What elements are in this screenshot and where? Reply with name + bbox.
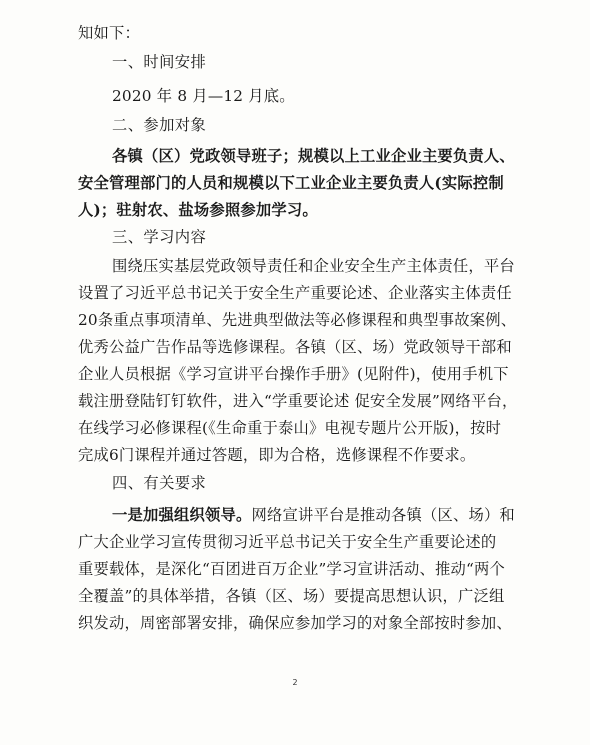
- requirements-line: 全覆盖”的具体举措，各镇（区、场）要提高思想认识，广泛组: [78, 587, 505, 605]
- requirements-line: 织发动，周密部署安排，确保应参加学习的对象全部按时参加、: [78, 614, 512, 632]
- requirements-line: 网络宣讲平台是推动各镇（区、场）和: [251, 506, 515, 524]
- requirements-line: 重要载体，是深化“百团进百万企业”学习宣讲活动、推动“两个: [78, 560, 505, 578]
- content-line: 设置了习近平总书记关于安全生产重要论述、企业落实主体责任: [78, 284, 512, 302]
- content-line: 企业人员根据《学习宣讲平台操作手册》(见附件)，使用手机下: [78, 365, 509, 383]
- participants-line: 各镇（区）党政领导班子；规模以上工业企业主要负责人、: [112, 147, 515, 165]
- section-heading-content: 三、学习内容: [112, 228, 207, 246]
- content-line: 围绕压实基层党政领导责任和企业安全生产主体责任，平台: [112, 257, 515, 275]
- requirements-first-line: [112, 502, 515, 528]
- requirements-line: 广大企业学习宣传贯彻习近平总书记关于安全生产重要论述的: [78, 533, 497, 551]
- content-line: 载注册登陆钉钉软件，进入“学重要论述 促安全发展”网络平台，: [78, 392, 518, 410]
- content-line: 20条重点事项清单、先进典型做法等必修课程和典型事故案例、: [78, 311, 517, 329]
- lead-bold-text: 一是加强组织领导。: [112, 506, 252, 524]
- participants-line: 人)；驻射农、盐场参照参加学习。: [78, 201, 318, 219]
- content-line: 完成6门课程并通过答题，即为合格，选修课程不作要求。: [78, 446, 476, 464]
- section-heading-requirements: 四、有关要求: [112, 474, 207, 492]
- time-arrangement-text: 2020 年 8 月—12 月底。: [112, 87, 295, 105]
- section-heading-time: 一、时间安排: [112, 53, 207, 71]
- page-number: 2: [292, 678, 298, 687]
- content-line: 在线学习必修课程(《生命重于泰山》电视专题片公开版)，按时: [78, 419, 502, 437]
- participants-line: 安全管理部门的人员和规模以下工业企业主要负责人(实际控制: [78, 174, 504, 192]
- content-line: 优秀公益广告作品等选修课程。各镇（区、场）党政领导干部和: [78, 338, 512, 356]
- opening-line: 知如下：: [78, 24, 140, 42]
- section-heading-participants: 二、参加对象: [112, 116, 207, 134]
